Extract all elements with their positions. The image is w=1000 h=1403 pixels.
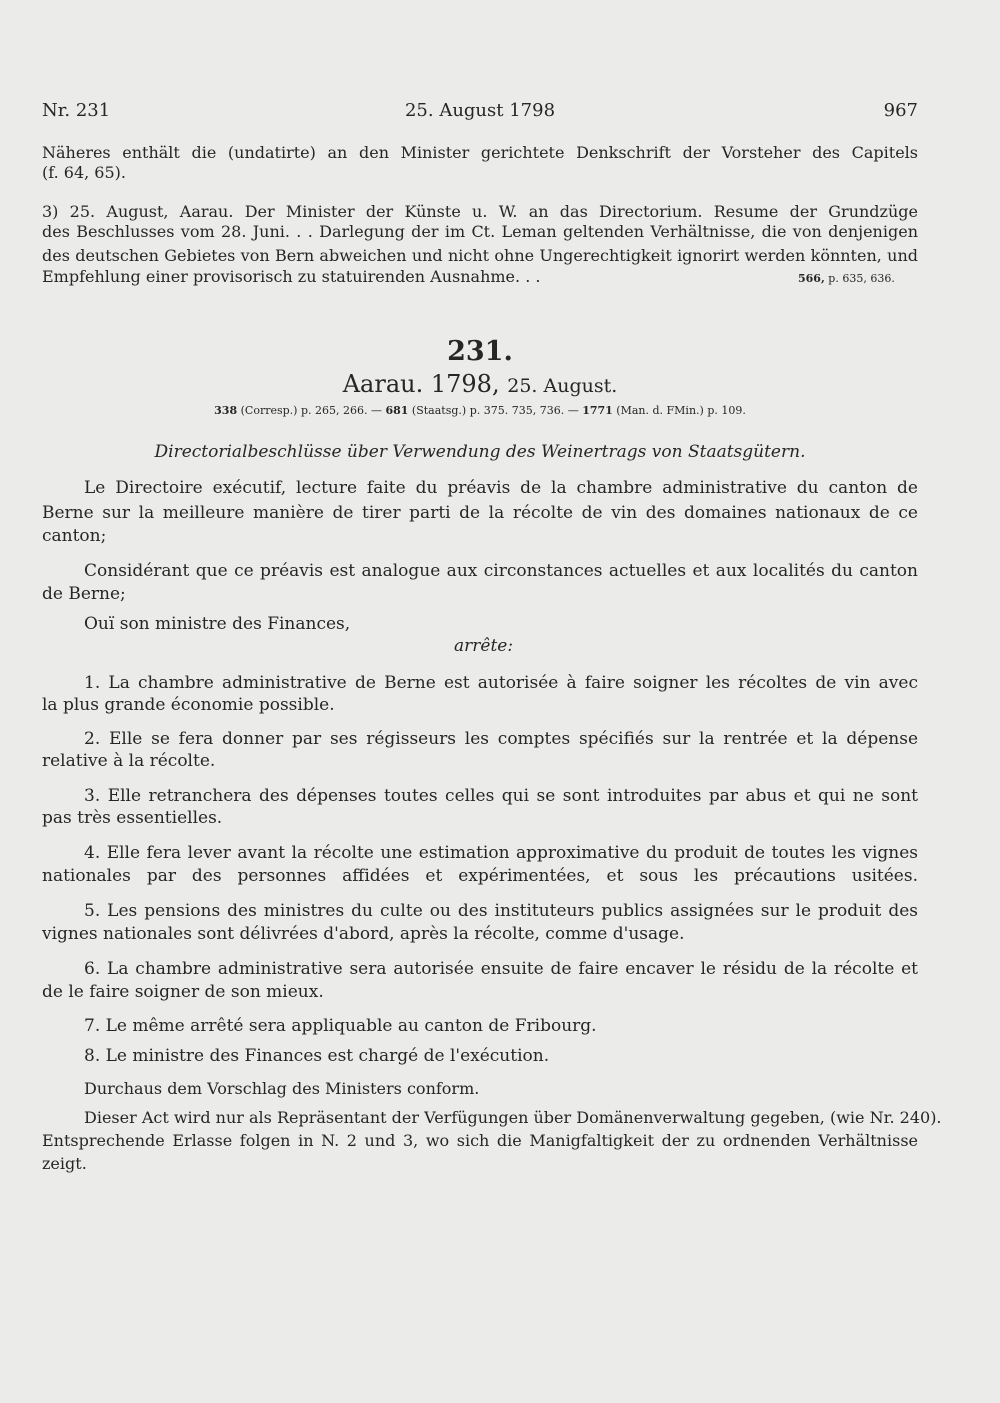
article-line: vignes nationales sont délivrées d'abord, après la récolte, comme d'usage. <box>42 924 685 944</box>
running-header <box>42 100 918 124</box>
body-line: de Berne; <box>42 584 126 604</box>
footnote-line: Dieser Act wird nur als Repräsentant der Verfügungen über Domänenverwaltung gegeben, (wie Nr. 240). <box>84 1108 942 1127</box>
article-line: 6. La chambre administrative sera autorisée ensuite de faire encaver le résidu de la récolte et <box>84 959 918 979</box>
note-line: des Beschlusses vom 28. Juni. . . Darlegung der im Ct. Leman geltenden Verhältnisse, die von denjenigen <box>42 222 918 241</box>
article-line: la plus grande économie possible. <box>42 695 335 715</box>
article-line: relative à la récolte. <box>42 751 216 771</box>
body-line: Considérant que ce préavis est analogue aux circonstances actuelles et aux localités du canton <box>84 561 918 581</box>
note-line: des deutschen Gebietes von Bern abweichen und nicht ohne Ungerechtigkeit ignorirt werden könnten, und <box>42 246 918 265</box>
body-line: Le Directoire exécutif, lecture faite du préavis de la chambre administrative du canton de <box>84 478 918 498</box>
article-line: pas très essentielles. <box>42 808 223 828</box>
article-line: 2. Elle se fera donner par ses régisseurs les comptes spécifiés sur la rentrée et la dépense <box>84 729 918 749</box>
day-month: 25. August. <box>507 375 618 397</box>
note-line: 3) 25. August, Aarau. Der Minister der Künste u. W. an das Directorium. Resume der Grundzüge <box>42 202 918 221</box>
archive-references: 338 (Corresp.) p. 265, 266. — 681 (Staatsg.) p. 375. 735, 736. — 1771 (Man. d. FMin.) p. 109. <box>214 404 746 417</box>
year: 1798, <box>430 370 500 398</box>
note-reference: 566, p. 635, 636. <box>798 272 895 285</box>
place-and-date <box>42 370 918 398</box>
place: Aarau. <box>342 370 424 398</box>
document-heading: Directorialbeschlüsse über Verwendung des Weinertrags von Staatsgütern. <box>154 442 806 462</box>
article-line: 5. Les pensions des ministres du culte ou des instituteurs publics assignées sur le produit des <box>84 901 918 921</box>
article-line: 7. Le même arrêté sera appliquable au canton de Fribourg. <box>84 1016 597 1036</box>
article-line: nationales par des personnes affidées et expérimentées, et sous les précautions usitées. <box>42 866 918 886</box>
body-line: Berne sur la meilleure manière de tirer parti de la récolte de vin des domaines nationaux de ce <box>42 503 918 523</box>
header-page-number: 967 <box>883 100 918 121</box>
article-line: 8. Le ministre des Finances est chargé de l'exécution. <box>84 1046 550 1066</box>
article-line: de le faire soigner de son mieux. <box>42 982 324 1002</box>
note-line: Näheres enthält die (undatirte) an den Minister gerichtete Denkschrift der Vorsteher des Capitels <box>42 143 918 162</box>
note-line: (f. 64, 65). <box>42 163 126 182</box>
body-line: canton; <box>42 526 107 546</box>
article-line: 4. Elle fera lever avant la récolte une estimation approximative du produit de toutes les vignes <box>84 843 918 863</box>
footnote-line: Entsprechende Erlasse folgen in N. 2 und 3, wo sich die Manigfaltigkeit der zu ordnenden Verhältnisse <box>42 1131 918 1150</box>
footnote-line: Durchaus dem Vorschlag des Ministers conform. <box>84 1079 480 1098</box>
note-line: Empfehlung einer provisorisch zu statuirenden Ausnahme. . . <box>42 267 541 286</box>
article-line: 3. Elle retranchera des dépenses toutes celles qui se sont introduites par abus et qui ne sont <box>84 786 918 806</box>
article-line: 1. La chambre administrative de Berne est autorisée à faire soigner les récoltes de vin avec <box>84 673 918 693</box>
header-date: 25. August 1798 <box>404 100 556 121</box>
header-document-number: Nr. 231 <box>42 100 111 121</box>
body-line: Ouï son ministre des Finances, <box>84 614 351 634</box>
arrete-heading: arrête: <box>454 636 514 656</box>
footnote-line: zeigt. <box>42 1154 87 1173</box>
document-number: 231. <box>447 336 513 367</box>
